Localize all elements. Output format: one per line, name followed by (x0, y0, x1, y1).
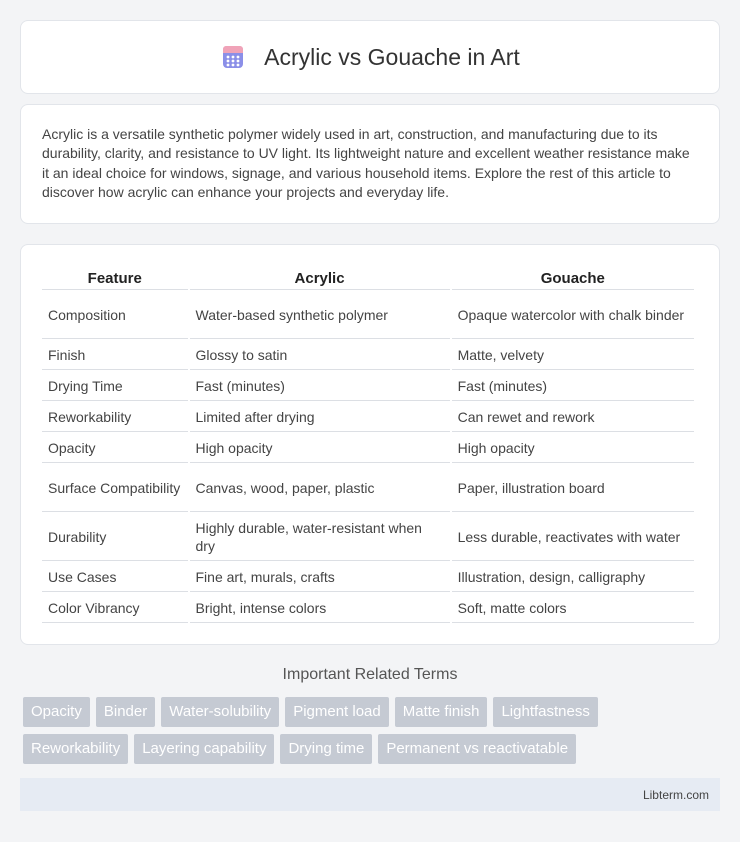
tag-permanent-vs-reactivatable[interactable]: Permanent vs reactivatable (378, 734, 576, 764)
feature-cell: Durability (42, 514, 188, 561)
table-row (42, 372, 694, 401)
related-terms-section (20, 664, 720, 764)
tag-lightfastness[interactable]: Lightfastness (493, 697, 597, 727)
header-feature: Feature (42, 265, 188, 290)
comparison-card (20, 244, 720, 645)
footer (20, 778, 720, 811)
table-row (42, 403, 694, 432)
intro-paragraph: Acrylic is a versatile synthetic polymer widely used in art, construction, and manufacturing due to its durability, clarity, and resistance to UV light. Its lightweight nature and excellent weather resistance make it an ideal choice for windows, signage, and various household items. Explore the rest of this article to discover how acrylic can enhance your projects and everyday life. (42, 126, 690, 200)
acrylic-cell: Fine art, murals, crafts (190, 563, 450, 592)
tag-opacity[interactable]: Opacity (23, 697, 90, 727)
feature-cell: Composition (42, 292, 188, 339)
gouache-cell: Matte, velvety (452, 341, 694, 370)
acrylic-cell: Limited after drying (190, 403, 450, 432)
acrylic-cell: High opacity (190, 434, 450, 463)
gouache-cell: High opacity (452, 434, 694, 463)
table-row (42, 594, 694, 623)
tag-layering-capability[interactable]: Layering capability (134, 734, 274, 764)
related-terms-tags (20, 697, 660, 764)
gouache-cell: Fast (minutes) (452, 372, 694, 401)
feature-cell: Color Vibrancy (42, 594, 188, 623)
page-title: Acrylic vs Gouache in Art (264, 43, 520, 70)
table-row (42, 341, 694, 370)
tag-binder[interactable]: Binder (96, 697, 155, 727)
acrylic-cell: Fast (minutes) (190, 372, 450, 401)
header-inner (220, 44, 520, 71)
footer-link[interactable]: Libterm.com (642, 787, 709, 802)
tag-reworkability[interactable]: Reworkability (23, 734, 128, 764)
feature-cell: Finish (42, 341, 188, 370)
gouache-cell: Soft, matte colors (452, 594, 694, 623)
gouache-cell: Opaque watercolor with chalk binder (452, 292, 694, 339)
calculator-icon (220, 44, 246, 70)
intro-card (20, 104, 720, 224)
related-terms-title: Important Related Terms (282, 666, 458, 683)
gouache-cell: Illustration, design, calligraphy (452, 563, 694, 592)
feature-cell: Reworkability (42, 403, 188, 432)
gouache-cell: Can rewet and rework (452, 403, 694, 432)
table-row (42, 292, 694, 339)
table-row (42, 514, 694, 561)
tag-pigment-load[interactable]: Pigment load (285, 697, 389, 727)
acrylic-cell: Glossy to satin (190, 341, 450, 370)
feature-cell: Use Cases (42, 563, 188, 592)
feature-cell: Surface Compatibility (42, 465, 188, 512)
tag-water-solubility[interactable]: Water-solubility (161, 697, 279, 727)
gouache-cell: Paper, illustration board (452, 465, 694, 512)
feature-cell: Drying Time (42, 372, 188, 401)
header-gouache: Gouache (452, 265, 694, 290)
comparison-table (40, 263, 696, 625)
gouache-cell: Less durable, reactivates with water (452, 514, 694, 561)
acrylic-cell: Water-based synthetic polymer (190, 292, 450, 339)
acrylic-cell: Canvas, wood, paper, plastic (190, 465, 450, 512)
feature-cell: Opacity (42, 434, 188, 463)
table-row (42, 563, 694, 592)
table-row (42, 434, 694, 463)
header-acrylic: Acrylic (190, 265, 450, 290)
table-header-row (42, 265, 694, 290)
header-card (20, 20, 720, 94)
acrylic-cell: Highly durable, water-resistant when dry (190, 514, 450, 561)
tag-drying-time[interactable]: Drying time (280, 734, 372, 764)
tag-matte-finish[interactable]: Matte finish (395, 697, 488, 727)
table-row (42, 465, 694, 512)
acrylic-cell: Bright, intense colors (190, 594, 450, 623)
